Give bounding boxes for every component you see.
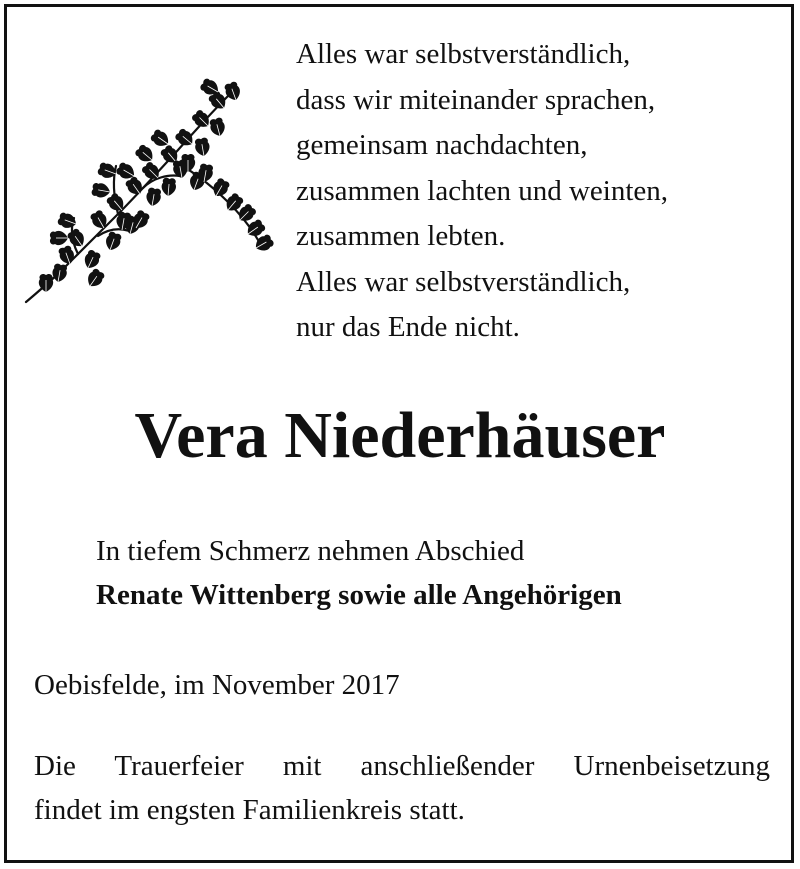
poem-line: Alles war selbstverständlich,	[296, 265, 631, 298]
leaf-icon	[57, 211, 79, 231]
poem-line: Alles war selbstverständlich,	[296, 38, 631, 70]
leaf-icon	[50, 231, 68, 245]
poem	[296, 32, 668, 351]
poem-line: nur das Ende nicht.	[296, 311, 520, 343]
funeral-notice-line: Die Trauerfeier mit anschließender Urnenbeisetzung	[34, 750, 770, 782]
leaf-icon	[134, 143, 157, 166]
leaf-icon	[91, 182, 111, 199]
deceased-name: Vera Niederhäuser	[134, 399, 666, 472]
leaf-icon	[208, 117, 227, 138]
leaf-icon	[51, 263, 68, 283]
leaf-icon	[57, 245, 77, 267]
leaf-icon	[89, 209, 110, 232]
mourners-names: Renate Wittenberg sowie alle Angehörigen	[96, 579, 622, 611]
leaf-icon	[84, 267, 106, 290]
leaf-icon	[124, 175, 146, 198]
leaf-icon	[81, 249, 102, 271]
place-and-date: Oebisfelde, im November 2017	[34, 669, 400, 701]
poem-line: zusammen lebten.	[296, 220, 506, 252]
leaf-icon	[103, 231, 123, 253]
poem-line: gemeinsam nachdachten,	[296, 129, 588, 161]
funeral-notice-line: findet im engsten Familienkreis statt.	[34, 794, 465, 826]
funeral-notice	[34, 744, 770, 832]
poem-line: zusammen lachten und weinten,	[296, 174, 669, 207]
farewell-intro: In tiefem Schmerz nehmen Abschied	[96, 535, 525, 567]
branch-with-leaves-icon	[18, 78, 278, 310]
leaf-icon	[190, 108, 213, 131]
leaf-icon	[145, 187, 162, 207]
poem-line: dass wir miteinander sprachen,	[296, 83, 656, 116]
leaf-icon	[174, 127, 197, 150]
leaf-icon	[161, 177, 177, 196]
leaf-icon	[194, 137, 211, 157]
